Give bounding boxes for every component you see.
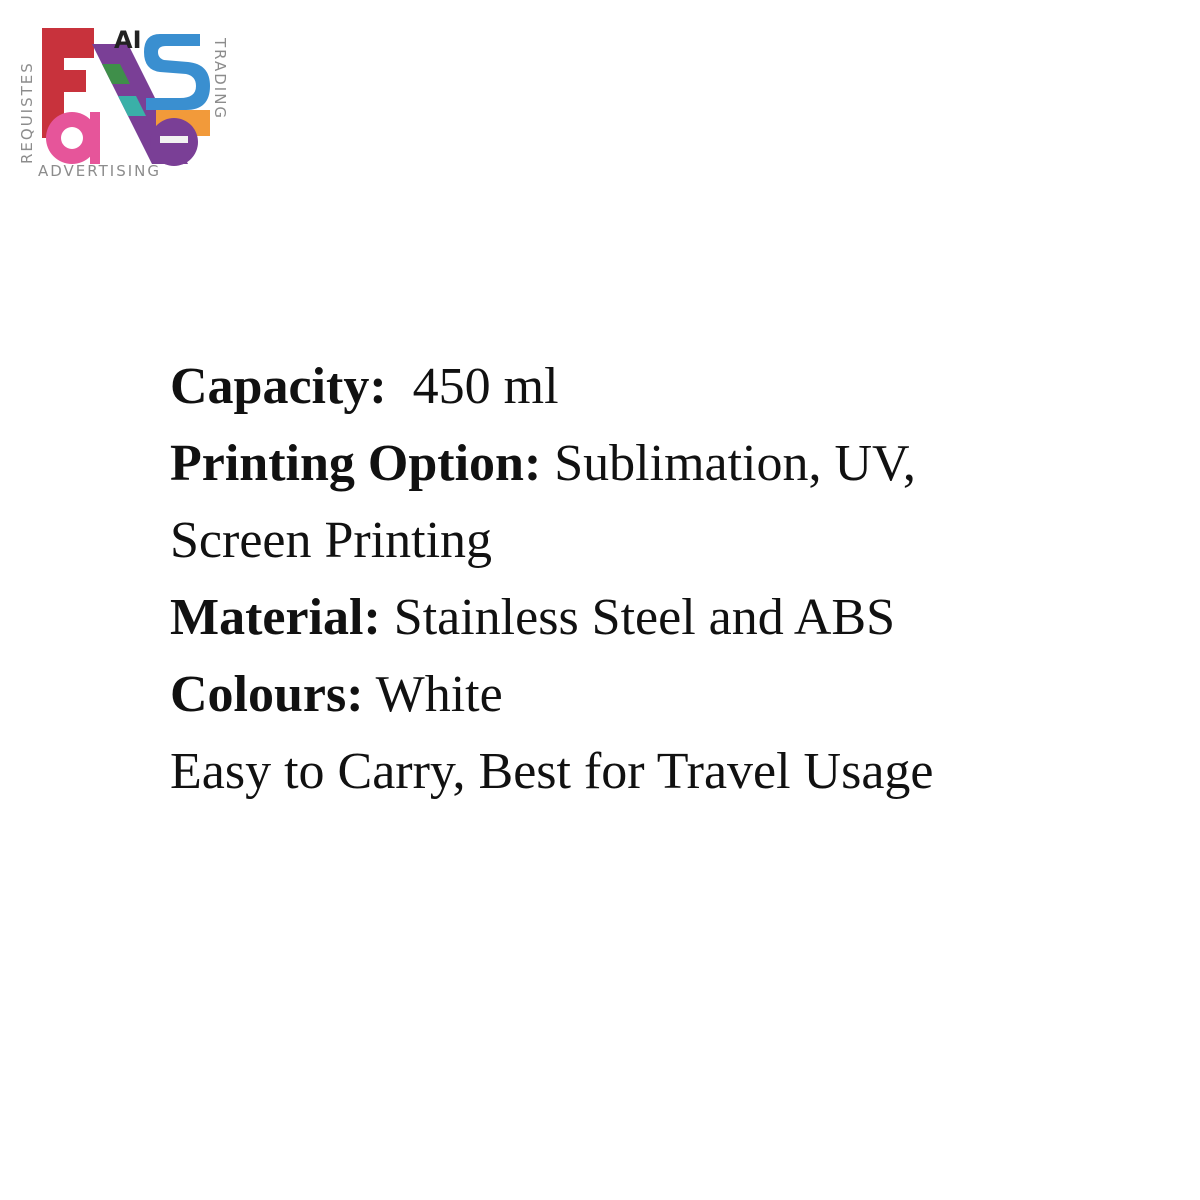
- printing-option-value-cont: Screen Printing: [170, 512, 493, 569]
- colours-label: Colours:: [170, 666, 364, 723]
- logo-right-text: TRADING: [211, 38, 229, 121]
- company-logo: [10, 14, 240, 194]
- capacity-line: [170, 348, 1170, 425]
- product-specs: [170, 348, 1170, 810]
- printing-option-continued: [170, 502, 1170, 579]
- feature-text: Easy to Carry, Best for Travel Usage: [170, 743, 934, 800]
- material-value: Stainless Steel and ABS: [393, 589, 896, 646]
- capacity-label: Capacity:: [170, 358, 387, 415]
- colours-line: [170, 656, 1170, 733]
- feature-line: [170, 733, 1170, 810]
- printing-option-line: [170, 425, 1170, 502]
- printing-option-label: Printing Option:: [170, 435, 542, 492]
- colours-value: White: [375, 666, 503, 723]
- printing-option-value: Sublimation, UV,: [554, 435, 916, 492]
- material-label: Material:: [170, 589, 381, 646]
- logo-ai-text: AI: [114, 26, 142, 54]
- logo-left-text: REQUISTES: [18, 61, 36, 164]
- material-line: [170, 579, 1170, 656]
- logo-bottom-text: ADVERTISING: [38, 162, 161, 180]
- capacity-value: 450 ml: [412, 358, 559, 415]
